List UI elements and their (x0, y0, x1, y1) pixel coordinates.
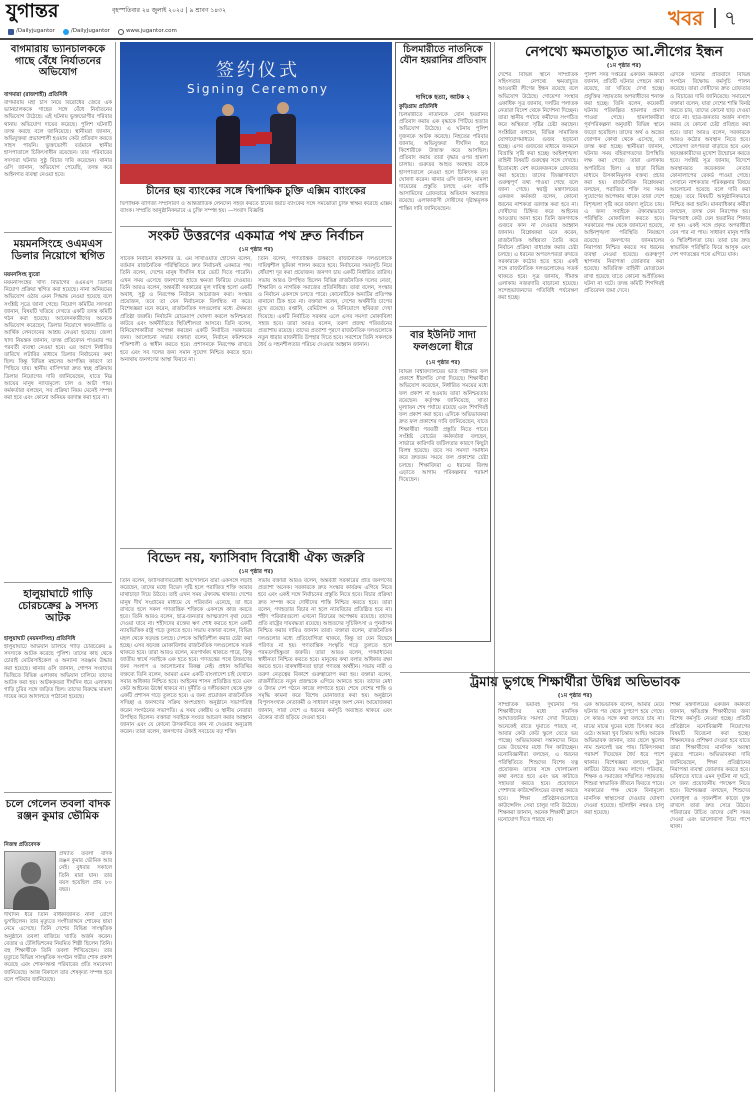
caption-body: দ্বিপাক্ষিক বাণিজ্য সম্প্রসারণ ও আন্তর্জাতিক লেনদেন সহজ করতে চীনের ছয়টি ব্যাংকের সঙ্গে সমঝোতা চুক্তি স্বাক্ষর করেছে এক্সিম ব্যাংক। সম্প্রতি আনুষ্ঠানিকভাবে এ চুক্তি সম্পন্ন হয়। —সংবাদ বিজ্ঞপ্তি (120, 201, 392, 215)
right-top-col2: পুলিশ সদর দপ্তরের একজন কর্মকর্তা জানান, প্রতিটি ঘটনার পেছনে কারা রয়েছে, তা খতিয়ে দেখা হচ্ছে। প্রযুক্তির সহায়তায় অপরাধীদের শনাক্ত করা হচ্ছে। তিনি বলেন, কয়েকটি ঘটনায় পরিকল্পিত হামলার প্রমাণ পাওয়া গেছে। হামলাকারীরা পূর্বপরিকল্পনা অনুযায়ী বিভিন্ন স্থানে জড়ো হয়েছিল। তাদের অর্থ ও অস্ত্রের জোগান কোথা থেকে এসেছে, তা তদন্ত করা হচ্ছে। স্থানীয়রা জানান, ঘটনার সময় বহিরাগতদের উপস্থিতি লক্ষ করা গেছে। তারা এলাকায় অপরিচিত ছিল। এ ছাড়া বিভিন্ন মাধ্যমে উসকানিমূলক বক্তব্য প্রচার করা হয়। রাজনৈতিক বিশ্লেষকরা বলছেন, পরাজিত শক্তি সব সময় সুযোগের অপেক্ষায় থাকে। তারা দেশে বিশৃঙ্খলা সৃষ্টি করে ফায়দা লুটতে চায়। এ জন্য সবাইকে ঐক্যবদ্ধভাবে পরিস্থিতি মোকাবিলা করতে হবে। সরকারের পক্ষ থেকে জানানো হয়েছে, আইনশৃঙ্খলা পরিস্থিতি নিয়ন্ত্রণে রয়েছে। জনগণের জানমালের নিরাপত্তা নিশ্চিত করতে সব ধরনের ব্যবস্থা নেওয়া হয়েছে। গুরুত্বপূর্ণ স্থাপনায় নিরাপত্তা জোরদার করা হয়েছে। অতিরিক্ত বাহিনী মোতায়েন রাখা হয়েছে যাতে কোনো অপ্রীতিকর ঘটনা না ঘটে। তদন্ত কমিটি শিগগিরই প্রতিবেদন জমা দেবে। (584, 72, 664, 295)
story1-body: বাগমারায় মহা চাস নিয়ে বিরোধের জেরে এক ভ্যানচালককে গাছের সঙ্গে বেঁধে নির্যাতনের অভিযোগ উঠেছে। এই ঘটনায় ভুক্তভোগীর পরিবার থানায় অভিযোগ দায়ের করেছে। পুলিশ ঘটনাটি তদন্ত করছে বলে জানিয়েছে। স্থানীয়রা জানান, অভিযুক্তরা প্রভাবশালী হওয়ায় কেউ প্রতিবাদ করতে সাহস পায়নি। ভুক্তভোগী বর্তমানে স্থানীয় হাসপাতালে চিকিৎসাধীন রয়েছেন। তার পরিবারের সদস্যরা ঘটনার সুষ্ঠু বিচার দাবি করেছেন। থানার ওসি জানান, অভিযোগ পেয়েছি, তদন্ত করে আইনগত ব্যবস্থা নেওয়া হবে। (4, 100, 112, 179)
signing-ceremony-photo (120, 42, 392, 184)
right-bottom-col2: এক অভিভাবক বলেন, আমার মেয়ে ঘটনার পর থেকে চুপচাপ হয়ে গেছে। সে কারও সঙ্গে কথা বলতে চায় না। মাঝে মাঝে ঘুমের মধ্যে চিৎকার করে ওঠে। আমরা খুব চিন্তায় আছি। আরেক অভিভাবক জানান, তার ছেলে স্কুলের নাম শুনলেই ভয় পায়। চিকিৎসকরা পরামর্শ দিয়েছেন ধৈর্য ধরে পাশে থাকার। বিশেষজ্ঞরা বলছেন, ট্রমা কাটিয়ে উঠতে সময় লাগে। পরিবার, শিক্ষক ও সমাজের সম্মিলিত সহায়তায় শিশুরা স্বাভাবিক জীবনে ফিরতে পারে। সরকারের পক্ষ থেকে বিনামূল্যে মানসিক স্বাস্থ্যসেবা দেওয়ার ঘোষণা দেওয়া হয়েছে। হটলাইন নম্বরও চালু করা হয়েছে। (584, 702, 664, 817)
right-top-col1: দেশের বিভিন্ন স্থানে সাম্প্রতিক সহিংসতার নেপথ্যে ক্ষমতাচ্যুত আওয়ামী লীগের ইন্ধন রয়েছে বলে অভিযোগ উঠেছে। গোয়েন্দা সংস্থার একাধিক সূত্র জানায়, দলটির পলাতক নেতারা বিদেশ থেকে নির্দেশনা দিচ্ছেন। তারা স্থানীয় পর্যায়ে কর্মীদের সংগঠিত করে অস্থিরতা সৃষ্টির চেষ্টা করছেন। সংশ্লিষ্টরা বলছেন, বিভিন্ন সামাজিক যোগাযোগমাধ্যমে গুজব ছড়ানো হচ্ছে। এসব গুজবের মাধ্যমে জনমনে বিভ্রান্তি সৃষ্টি করা হচ্ছে। আইনশৃঙ্খলা বাহিনী বিষয়টি গুরুত্বের সঙ্গে দেখছে। ইতোমধ্যে বেশ কয়েকজনকে গ্রেফতার করা হয়েছে। তাদের জিজ্ঞাসাবাদে গুরুত্বপূর্ণ তথ্য পাওয়া গেছে বলে জানা গেছে। স্বরাষ্ট্র মন্ত্রণালয়ের একজন কর্মকর্তা বলেন, কোনো ধরনের নাশকতা বরদাস্ত করা হবে না। দোষীদের চিহ্নিত করে আইনের আওতায় আনা হবে। তিনি জনগণকে গুজবে কান না দেওয়ার আহ্বান জানান। বিশ্লেষকরা মনে করেন, রাজনৈতিক অস্থিরতা তৈরি করে নির্বাচন প্রক্রিয়া বাধাগ্রস্ত করার চেষ্টা চলছে। এ ধরনের অপতৎপরতা রুখতে সরকারকে কঠোর হতে হবে। একই সঙ্গে রাজনৈতিক দলগুলোকেও সতর্ক থাকতে হবে। সূত্র জানায়, সীমান্ত এলাকায় নজরদারি বাড়ানো হয়েছে। সন্দেহভাজনদের গতিবিধি পর্যবেক্ষণ করা হচ্ছে। (498, 72, 578, 302)
story2-byline: ময়মনসিংহ ব্যুরো (4, 272, 40, 278)
website-link[interactable]: www.jugantor.com (125, 28, 177, 34)
page-number: ৭ (724, 6, 738, 30)
right-bottom-cont: (১ম পৃষ্ঠার পর) (557, 693, 593, 699)
facebook-icon (8, 29, 14, 35)
person-body-shape (13, 886, 49, 910)
mid-body-col1: তিনি বলেন, ফ্যাসিবাদবিরোধী আন্দোলনে যারা একসঙ্গে লড়াই করেছেন, তাদের মধ্যে বিভেদ সৃষ্টি হলে পরাজিত শক্তি আবার মাথাচাড়া দিয়ে উঠবে। তাই এখন সময় ঐক্যবদ্ধ থাকার। দেশের মানুষ দীর্ঘ সংগ্রামের মাধ্যমে যে পরিবর্তন এনেছে, তা ধরে রাখতে হলে সকল গণতান্ত্রিক শক্তিকে একসঙ্গে কাজ করতে হবে। তিনি আরও বলেন, ছাত্র-জনতার আত্মত্যাগ বৃথা যেতে দেওয়া যাবে না। শহীদদের রক্তের ঋণ শোধ করতে হলে একটি ন্যায়ভিত্তিক রাষ্ট্র গড়ে তুলতে হবে। সভায় বক্তারা বলেন, বিভিন্ন মহল থেকে ষড়যন্ত্র চলছে। দেশকে অস্থিতিশীল করার চেষ্টা করা হচ্ছে। এসব ষড়যন্ত্র মোকাবিলায় রাজনৈতিক দলগুলোকে সতর্ক থাকতে হবে। তারা আরও বলেন, মতপার্থক্য থাকতে পারে, কিন্তু জাতীয় স্বার্থে সবাইকে এক হতে হবে। গণতন্ত্রের পথে উত্তরণের জন্য সংলাপ ও আলোচনার বিকল্প নেই। প্রধান অতিথির বক্তব্যে তিনি বলেন, আমরা এমন একটি বাংলাদেশ চাই যেখানে সবার অধিকার নিশ্চিত হবে। আইনের শাসন প্রতিষ্ঠিত হবে এবং কেউ আইনের ঊর্ধ্বে থাকবে না। দুর্নীতি ও দলীয়করণ থেকে মুক্ত একটি প্রশাসন গড়ে তুলতে হবে। এ জন্য প্রয়োজন রাজনৈতিক সদিচ্ছা ও জনগণের সক্রিয় অংশগ্রহণ। অনুষ্ঠানে সভাপতিত্ব করেন সংগঠনের সভাপতি। এ সময় কেন্দ্রীয় ও স্থানীয় নেতারা উপস্থিত ছিলেন। বক্তারা সবাইকে সংযত আচরণ করার আহ্বান জানান এবং যে কোনো উসকানিতে কান না দেওয়ার অনুরোধ করেন। তারা বলেন, জনগণের ঐক্যই সবচেয়ে বড় শক্তি। (120, 578, 252, 736)
date-line: বৃহস্পতিবার ২৪ জুলাই ২০২৫ | ৯ শ্রাবণ ১৪৩২ (112, 7, 226, 14)
side-cont: (১ম পৃষ্ঠার পর) (425, 360, 461, 366)
mid-cont: (১ম পৃষ্ঠার পর) (238, 569, 274, 575)
side-body: বিভিন্ন বিশ্ববিদ্যালয়ের ভর্তি পরীক্ষার ফল প্রকাশে ধীরগতি দেখা দিয়েছে। শিক্ষার্থীরা অভিযোগ করেছেন, নির্ধারিত সময়ের মধ্যে ফল প্রকাশ না হওয়ায় তারা অনিশ্চয়তায় রয়েছেন। কর্তৃপক্ষ জানিয়েছে, খাতা মূল্যায়ন শেষ পর্যায়ে রয়েছে এবং শিগগিরই ফল প্রকাশ করা হবে। এদিকে অভিভাবকরা দ্রুত ফল প্রকাশের দাবি জানিয়েছেন, যাতে শিক্ষার্থীরা পরবর্তী প্রস্তুতি নিতে পারে। সংশ্লিষ্ট বোর্ডের কর্মকর্তারা বলছেন, সার্ভারে কারিগরি জটিলতার কারণে কিছুটা বিলম্ব হয়েছে। তবে সব সমস্যা সমাধান করে দ্রুততম সময়ে ফল প্রকাশের চেষ্টা চলছে। শিক্ষাবিদরা এ ধরনের বিলম্ব এড়াতে আগাম পরিকল্পনার পরামর্শ দিয়েছেন। (399, 369, 488, 484)
globe-icon (118, 29, 124, 35)
obituary-photo (4, 851, 56, 909)
social-link-1[interactable]: /Dailyjugantor (16, 28, 55, 34)
left-divider-2 (4, 582, 112, 583)
main-body-col2: তিনি বলেন, গণতান্ত্রিক উত্তরণে রাজনৈতিক দলগুলোকে দায়িত্বশীল ভূমিকা পালন করতে হবে। নির্বাচনের সময়সূচি নিয়ে ধোঁয়াশা দূর করা প্রয়োজন। জনগণ চায় একটি নির্ধারিত তারিখ। সভায় আরও উপস্থিত ছিলেন বিভিন্ন রাজনৈতিক দলের নেতা, শিক্ষাবিদ ও নাগরিক সমাজের প্রতিনিধিরা। তারা বলেন, সংস্কার ও নির্বাচন একসঙ্গে চলতে পারে। কোনোটিকে অন্যটির প্রতিপক্ষ বানানো ঠিক হবে না। বক্তারা বলেন, দেশের অর্থনীতি চাপের মুখে রয়েছে। রপ্তানি, রেমিট্যান্স ও বিনিয়োগে স্থবিরতা দেখা দিয়েছে। একটি নির্বাচিত সরকার এলে এসব সমস্যা মোকাবিলা সহজ হবে। তারা আরও বলেন, তরুণ প্রজন্ম পরিবর্তনের প্রত্যাশায় রয়েছে। তাদের প্রত্যাশা পূরণে রাজনৈতিক দলগুলোকে নতুন ধারার রাজনীতি উপহার দিতে হবে। সবশেষে তিনি সকলকে ধৈর্য ও সহনশীলতার পরিচয় দেওয়ার আহ্বান জানান। (258, 256, 392, 349)
story2-title: ময়মনসিংহে ওএমএস ডিলার নিয়োগে স্থগিত (11, 238, 105, 263)
right-bottom-title: ট্রমায় ভুগছে শিক্ষার্থীরা উদ্বিগ্ন অভিভাবক (470, 675, 680, 690)
section-name: খবর (668, 6, 704, 30)
photo-chinese-text: 签约仪式 (216, 60, 300, 81)
twitter-icon (63, 29, 69, 35)
box-divider (399, 326, 487, 327)
masthead-rule (0, 38, 753, 40)
social-link-2[interactable]: /DailyJugantor (70, 28, 110, 34)
right-mid-divider (400, 672, 750, 673)
story3-byline: হালুয়াঘাট (ময়মনসিংহ) প্রতিনিধি (4, 636, 76, 642)
center-right-rule (494, 42, 495, 1092)
person-2 (270, 102, 296, 164)
photo-english-text: Signing Ceremony (186, 82, 330, 96)
left-divider-3 (4, 792, 112, 793)
right-top-cont: (১ম পৃষ্ঠার পর) (606, 63, 642, 69)
main-cont: (১ম পৃষ্ঠার পর) (238, 247, 274, 253)
red-folder-right (256, 132, 272, 144)
person-1 (216, 104, 240, 164)
story1-byline: বাগমারা (রাজশাহী) প্রতিনিধি (4, 92, 68, 98)
right-top-title: নেপথ্যে ক্ষমতাচ্যুত আ.লীগের ইন্ধন (524, 44, 724, 60)
box-title: চিলমারীতে নাতনিকে যৌন হয়রানির প্রতিবাদ (399, 44, 487, 66)
story4-body: দীর্ঘদিন ধরে তিনি বার্ধক্যজনিত নানা রোগে ভুগছিলেন। তার মৃত্যুতে সংগীতাঙ্গনে শোকের ছায়া নেমে এসেছে। তিনি দেশের বিভিন্ন সাংস্কৃতিক অনুষ্ঠানে তবলা বাজিয়ে খ্যাতি অর্জন করেন। বেতার ও টেলিভিশনের নিয়মিত শিল্পী ছিলেন তিনি। বহু শিক্ষার্থীকে তিনি তবলা শিখিয়েছেন। তার মৃত্যুতে বিভিন্ন সাংস্কৃতিক সংগঠন গভীর শোক প্রকাশ করেছে এবং শোকসন্তপ্ত পরিবারের প্রতি সমবেদনা জানিয়েছে। আজ বিকালে তার শেষকৃত্য সম্পন্ন হবে বলে পরিবার জানিয়েছে। (4, 912, 112, 983)
right-top-col3: এদিকে ঘটনার প্রতিবাদে বিভিন্ন সংগঠন বিক্ষোভ কর্মসূচি পালন করেছে। তারা দোষীদের দ্রুত গ্রেফতার ও বিচারের দাবি জানিয়েছে। সমাবেশে বক্তারা বলেন, যারা দেশের শান্তি বিনষ্ট করতে চায়, তাদের কোনো ছাড় দেওয়া যাবে না। ছাত্র-জনতার অর্জন নস্যাৎ করার যে কোনো চেষ্টা প্রতিহত করা হবে। তারা আরও বলেন, সরকারকে আরও কঠোর অবস্থান নিতে হবে। গোয়েন্দা তৎপরতা বাড়াতে হবে এবং ষড়যন্ত্রকারীদের মুখোশ উন্মোচন করতে হবে। সংশ্লিষ্ট সূত্র জানায়, বিদেশে অবস্থানরত কয়েকজন নেতার ফোনালাপের রেকর্ড পাওয়া গেছে। সেখানে নাশকতার পরিকল্পনার বিষয়ে আলোচনা হয়েছে বলে দাবি করা হচ্ছে। তবে বিষয়টি আনুষ্ঠানিকভাবে নিশ্চিত করা হয়নি। মানবাধিকার কর্মীরা বলছেন, তদন্ত যেন নিরপেক্ষ হয়। নিরপরাধ কেউ যেন হয়রানির শিকার না হন। একই সঙ্গে প্রকৃত অপরাধীরা যেন পার না পায়। সাধারণ মানুষ শান্তি ও স্থিতিশীলতা চায়। তারা চায় দ্রুত স্বাভাবিক পরিস্থিতি ফিরে আসুক এবং দেশ গণতন্ত্রের পথে এগিয়ে যাক। (670, 72, 750, 259)
box-subtitle: দাদিকে হত্যা, আটক ২ (415, 94, 471, 101)
social-bar (8, 28, 208, 37)
person-silhouette-icon (21, 862, 41, 884)
main-body-col1: সাবেক নির্বাচন কমিশনার ড. এম সাখাওয়াত হোসেন বলেন, বর্তমান রাজনৈতিক পরিস্থিতিতে দ্রুত নির্বাচনই একমাত্র পথ। তিনি বলেন, দেশের মানুষ দীর্ঘদিন ধরে ভোট দিতে পারেনি। এখন সময় এসেছে জনগণের হাতে ক্ষমতা ফিরিয়ে দেওয়ার। তিনি আরও বলেন, অন্তর্বর্তী সরকারের মূল দায়িত্ব হলো একটি অবাধ, সুষ্ঠু ও নিরপেক্ষ নির্বাচন আয়োজন করা। সংস্কার প্রয়োজন, তবে তা যেন নির্বাচনকে বিলম্বিত না করে। বিশেষজ্ঞরা মনে করেন, রাজনৈতিক দলগুলোর মধ্যে ঐকমত্য প্রতিষ্ঠা জরুরি। নির্বাচনি রোডম্যাপ ঘোষণা করলে অনিশ্চয়তা কাটবে এবং অর্থনীতিতে স্থিতিশীলতা আসবে। তিনি বলেন, বিনিয়োগকারীরা অপেক্ষা করছেন একটি নির্বাচিত সরকারের জন্য। আলোচনা সভায় বক্তারা বলেন, নির্বাচন কমিশনকে শক্তিশালী ও স্বাধীন করতে হবে। প্রশাসনকে নিরপেক্ষ রাখতে হবে এবং সব দলের জন্য সমান সুযোগ নিশ্চিত করতে হবে। অন্যথায় জনগণের আস্থা ফিরবে না। (120, 256, 252, 363)
story2-body: ময়মনসিংহের খাদ্য বিভাগের ওএমএস ডিলার নিয়োগ প্রক্রিয়া স্থগিত করা হয়েছে। নানা অনিয়মের অভিযোগ ওঠায় এমন সিদ্ধান্ত নেওয়া হয়েছে বলে সংশ্লিষ্ট সূত্রে জানা গেছে। নিয়োগ কমিটির সদস্যরা জানান, বিষয়টি খতিয়ে দেখতে একটি তদন্ত কমিটি গঠন করা হয়েছে। আবেদনকারীদের অনেকে অভিযোগ করেছেন, ডিলার নিয়োগে স্বজনপ্রীতি ও আর্থিক লেনদেনের আশ্রয় নেওয়া হয়েছে। জেলা খাদ্য নিয়ন্ত্রক জানান, তদন্ত প্রতিবেদন পাওয়ার পর পরবর্তী ব্যবস্থা নেওয়া হবে। এর আগে নির্ধারিত তারিখে লটারির মাধ্যমে ডিলার নির্বাচনের কথা ছিল। কিন্তু বিভিন্ন মহলের আপত্তির কারণে তা পিছিয়ে যায়। স্থানীয় বাসিন্দারা দ্রুত স্বচ্ছ প্রক্রিয়ায় ডিলার নিয়োগের দাবি জানিয়েছেন, যাতে নিম্ন আয়ের মানুষ ন্যায্যমূল্যে চাল ও আটা পায়। কর্মকর্তারা বলছেন, সব প্রক্রিয়া নিয়ম মেনেই সম্পন্ন করা হবে এবং কোনো অনিয়ম বরদাস্ত করা হবে না। (4, 280, 112, 402)
box-byline: কুড়িগ্রাম প্রতিনিধি (399, 104, 438, 110)
main-title: সংকট উত্তরণের একমাত্র পথ দ্রুত নির্বাচন (148, 229, 364, 244)
masthead (0, 0, 753, 40)
story4-title: চলে গেলেন তবলা বাদক রঞ্জন কুমার ভৌমিক (5, 798, 111, 823)
center-mid-divider (120, 548, 392, 549)
mid-title: বিভেদ নয়, ফ্যাসিবাদ বিরোধী ঐক্য জরুরি (147, 551, 365, 566)
mid-body-col2: সভায় বক্তারা আরও বলেন, অন্তর্বর্তী সরকারের প্রতি জনগণের প্রত্যাশা অনেক। সরকারকে দ্রুত সংস্কার কার্যক্রম এগিয়ে নিতে হবে এবং একই সঙ্গে নির্বাচনের প্রস্তুতি নিতে হবে। বিচার প্রক্রিয়া দ্রুত সম্পন্ন করে দোষীদের শাস্তি নিশ্চিত করতে হবে। তারা বলেন, গণহত্যার বিচার না হলে ন্যায়বিচার প্রতিষ্ঠিত হবে না। শহীদ পরিবারগুলো এখনো বিচারের অপেক্ষায় রয়েছে। তাদের প্রতি রাষ্ট্রের দায়বদ্ধতা রয়েছে। আহতদের সুচিকিৎসা ও পুনর্বাসন নিশ্চিত করার দাবিও জানান তারা। বক্তারা বলেন, রাজনৈতিক দলগুলোর মধ্যে প্রতিযোগিতা থাকবে, কিন্তু তা যেন বিদ্বেষে পরিণত না হয়। গণতান্ত্রিক সংস্কৃতি গড়ে তুলতে হলে পরমতসহিষ্ণুতা জরুরি। তারা আরও বলেন, গণমাধ্যমের স্বাধীনতা নিশ্চিত করতে হবে। মানুষের কথা বলার অধিকার রক্ষা করতে হবে। বাকস্বাধীনতা ছাড়া গণতন্ত্র অর্থহীন। সভায় নারী ও তরুণ নেতৃত্বের বিকাশে গুরুত্বারোপ করা হয়। বক্তারা বলেন, রাজনীতিতে নতুন প্রজন্মকে এগিয়ে আনতে হবে। তাদের মেধা ও উদ্যম দেশ গঠনে কাজে লাগাতে হবে। শেষে দেশের শান্তি ও সমৃদ্ধি কামনা করে বিশেষ মোনাজাত করা হয়। অনুষ্ঠানে বিপুলসংখ্যক নেতাকর্মী ও সাধারণ মানুষ অংশ নেন। আয়োজকরা জানান, সারা দেশে এ ধরনের কর্মসূচি অব্যাহত থাকবে এবং ঐক্যের বার্তা ছড়িয়ে দেওয়া হবে। (258, 578, 392, 721)
story3-body: হালুয়াঘাটে অভিযান চালিয়ে গাড়ি চোরচক্রের ৯ সদস্যকে আটক করেছে পুলিশ। তাদের কাছ থেকে চোরাই মোটরসাইকেল ও অন্যান্য সরঞ্জাম উদ্ধার করা হয়েছে। থানার ওসি জানান, গোপন সংবাদের ভিত্তিতে বিভিন্ন এলাকায় অভিযান চালিয়ে তাদের আটক করা হয়। আটককৃতরা দীর্ঘদিন ধরে এলাকায় গাড়ি চুরির সঙ্গে জড়িত ছিল। তাদের বিরুদ্ধে মামলা দায়ের করে আদালতে পাঠানো হয়েছে। (4, 644, 112, 701)
left-divider-1 (4, 232, 112, 233)
story1-title: বাগমারায় ভ্যানচালককে গাছে বেঁধে নির্যাতনের অভিযোগ (10, 44, 106, 78)
side-title: বার ইউনিট সাদা ফলগুলো ধীরে (410, 330, 476, 353)
right-bottom-col3: শিক্ষা মন্ত্রণালয়ের একজন কর্মকর্তা জানান, ক্ষতিগ্রস্ত শিক্ষার্থীদের জন্য বিশেষ কর্মসূচি নেওয়া হচ্ছে। প্রতিটি প্রতিষ্ঠানে মনোবিজ্ঞানী নিয়োগের বিষয়টি বিবেচনা করা হচ্ছে। শিক্ষকদেরও প্রশিক্ষণ দেওয়া হবে যাতে তারা শিক্ষার্থীদের মানসিক অবস্থা বুঝতে পারেন। অভিভাবকরা দাবি জানিয়েছেন, শিক্ষা প্রতিষ্ঠানের নিরাপত্তা ব্যবস্থা জোরদার করতে হবে। ভবিষ্যতে যাতে এমন দুর্ঘটনা না ঘটে, সে জন্য প্রয়োজনীয় পদক্ষেপ নিতে হবে। বিশেষজ্ঞরা বলছেন, শিশুদের খেলাধুলা ও সৃজনশীল কাজে যুক্ত রাখলে তারা দ্রুত সেরে উঠবে। পরিবারের উচিত তাদের বেশি সময় দেওয়া এবং ভালোবাসা দিয়ে পাশে থাকা। (670, 702, 750, 831)
center-top-divider (120, 226, 392, 227)
masthead-logo: যুগান্তর (6, 0, 59, 22)
story4-byline: নিজস্ব প্রতিবেদক (4, 842, 41, 848)
section-divider (714, 8, 716, 28)
left-column-rule (115, 42, 116, 1092)
story4-body-side: প্রখ্যাত তবলা বাদক রঞ্জন কুমার ভৌমিক আর নেই। বুধবার সকালে তিনি মারা যান। তার বয়স হয়েছিল প্রায় ৮০ বছর। (59, 851, 112, 894)
photo-caption: চীনের ছয় ব্যাংকের সঙ্গে দ্বিপাক্ষিক চুক্তি এক্সিম ব্যাংকের (146, 186, 366, 197)
right-bottom-col1: সাম্প্রতিক ভয়াবহ দুর্ঘটনার পর শিক্ষার্থীদের মধ্যে মানসিক আঘাতজনিত সমস্যা দেখা দিয়েছে। অনেকেই রাতে ঘুমাতে পারছে না, আবার কেউ কেউ স্কুলে যেতে ভয় পাচ্ছে। অভিভাবকরা সন্তানদের নিয়ে চরম উদ্বেগের মধ্যে দিন কাটাচ্ছেন। মনোবিজ্ঞানীরা বলছেন, এ ধরনের পরিস্থিতিতে শিশুদের বিশেষ যত্ন প্রয়োজন। তাদের সঙ্গে খোলামেলা কথা বলতে হবে এবং ভয় কাটাতে সহায়তা করতে হবে। প্রয়োজনে পেশাদার কাউন্সেলিংয়ের ব্যবস্থা করতে হবে। শিক্ষা প্রতিষ্ঠানগুলোতে কাউন্সেলিং সেবা চালুর দাবি উঠেছে। শিক্ষকরা জানান, অনেক শিক্ষার্থী ক্লাসে মনোযোগ দিতে পারছে না। (498, 702, 578, 824)
red-folder-left (240, 134, 256, 146)
signing-table (120, 164, 392, 184)
box-body: চিলমারীতে নাতনিকে যৌন হয়রানির প্রতিবাদ করায় এক বৃদ্ধাকে পিটিয়ে হত্যার অভিযোগ উঠেছে। এ ঘটনায় পুলিশ দুজনকে আটক করেছে। নিহতের পরিবার জানায়, অভিযুক্তরা দীর্ঘদিন ধরে কিশোরীকে উত্ত্যক্ত করে আসছিল। প্রতিবাদ করায় তারা বৃদ্ধার ওপর হামলা চালায়। গুরুতর আহত অবস্থায় তাকে হাসপাতালে নেওয়া হলে চিকিৎসক মৃত ঘোষণা করেন। থানার ওসি জানান, মামলা দায়েরের প্রস্তুতি চলছে এবং বাকি আসামিদের গ্রেফতারে অভিযান অব্যাহত রয়েছে। এলাকাবাসী দোষীদের দৃষ্টান্তমূলক শাস্তির দাবি জানিয়েছেন। (399, 112, 488, 212)
story3-title: হালুয়াঘাটে গাড়ি চোরচক্রের ৯ সদস্য আটক (18, 588, 98, 625)
